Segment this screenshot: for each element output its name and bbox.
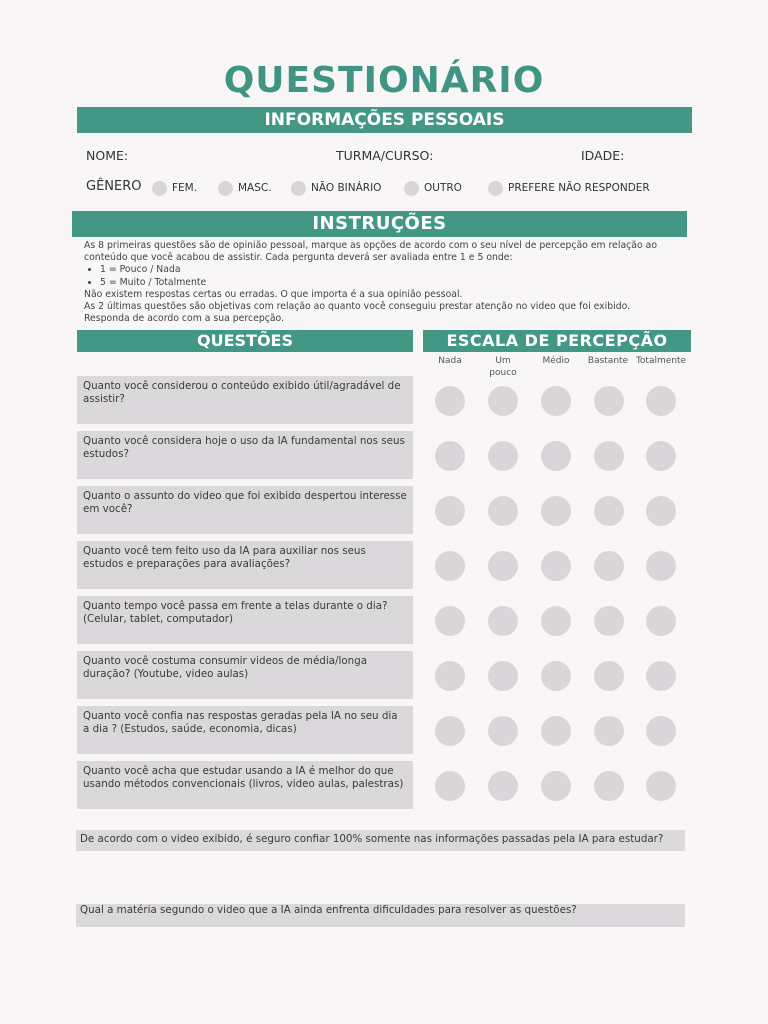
rating-radio[interactable] bbox=[541, 551, 571, 581]
rating-radio[interactable] bbox=[435, 386, 465, 416]
rating-radio[interactable] bbox=[541, 496, 571, 526]
rating-radio[interactable] bbox=[594, 441, 624, 471]
rating-radio[interactable] bbox=[488, 716, 518, 746]
scale-label-medio: Médio bbox=[542, 356, 570, 366]
question-box bbox=[77, 541, 413, 589]
question-box bbox=[77, 431, 413, 479]
scale-header: ESCALA DE PERCEPÇÃO bbox=[423, 330, 691, 352]
question-text: Quanto você considera hoje o uso da IA fundamental nos seus estudos? bbox=[83, 435, 405, 460]
open-question-text: De acordo com o video exibido, é seguro confiar 100% somente nas informações passadas pela IA para estudar? bbox=[80, 833, 664, 845]
radio-button[interactable] bbox=[291, 181, 306, 196]
rating-radio[interactable] bbox=[435, 771, 465, 801]
open-question-box[interactable] bbox=[76, 904, 685, 927]
rating-radio[interactable] bbox=[488, 551, 518, 581]
rating-radio[interactable] bbox=[594, 386, 624, 416]
question-text: Quanto você costuma consumir videos de média/longa duração? (Youtube, video aulas) bbox=[83, 655, 367, 680]
gender-label: GÊNERO bbox=[86, 179, 142, 194]
rating-radio[interactable] bbox=[541, 771, 571, 801]
gender-option-label: MASC. bbox=[238, 182, 272, 194]
personal-info-header: INFORMAÇÕES PESSOAIS bbox=[77, 107, 692, 133]
radio-button[interactable] bbox=[218, 181, 233, 196]
gender-option-label: NÃO BINÁRIO bbox=[311, 182, 382, 194]
rating-radio[interactable] bbox=[541, 386, 571, 416]
gender-option-masc[interactable] bbox=[218, 181, 272, 195]
rating-radio[interactable] bbox=[646, 606, 676, 636]
instructions-line: As 2 últimas questões são objetivas com relação ao quanto você conseguiu prestar atenção no video que foi exibido. bbox=[84, 301, 631, 313]
question-box bbox=[77, 761, 413, 809]
gender-option-fem[interactable] bbox=[152, 181, 197, 195]
rating-radio[interactable] bbox=[488, 661, 518, 691]
rating-radio[interactable] bbox=[541, 606, 571, 636]
rating-radio[interactable] bbox=[541, 716, 571, 746]
rating-radio[interactable] bbox=[435, 661, 465, 691]
question-box bbox=[77, 706, 413, 754]
gender-option-other[interactable] bbox=[404, 181, 462, 195]
rating-radio[interactable] bbox=[594, 551, 624, 581]
scale-label-nada: Nada bbox=[438, 356, 462, 366]
instructions-intro: As 8 primeiras questões são de opinião pessoal, marque as opções de acordo com o seu nível de percepção em relação ao conteúdo que você acabou de assistir. Cada pergunta deverá ser avaliada entre 1 e 5 onde: bbox=[84, 240, 658, 264]
question-text: Quanto você confia nas respostas geradas pela IA no seu dia a dia ? (Estudos, saúde, economia, dicas) bbox=[83, 710, 398, 735]
rating-radio[interactable] bbox=[646, 661, 676, 691]
rating-radio[interactable] bbox=[646, 551, 676, 581]
gender-option-label: PREFERE NÃO RESPONDER bbox=[508, 182, 650, 194]
rating-radio[interactable] bbox=[541, 661, 571, 691]
rating-radio[interactable] bbox=[435, 441, 465, 471]
rating-radio[interactable] bbox=[488, 771, 518, 801]
instructions-line: Responda de acordo com a sua percepção. bbox=[84, 313, 285, 325]
rating-radio[interactable] bbox=[594, 716, 624, 746]
gender-option-label: FEM. bbox=[172, 182, 198, 194]
class-field-label: TURMA/CURSO: bbox=[336, 148, 434, 163]
page-title: QUESTIONÁRIO bbox=[223, 60, 545, 101]
rating-radio[interactable] bbox=[435, 496, 465, 526]
rating-radio[interactable] bbox=[541, 441, 571, 471]
scale-label-um-pouco: Um pouco bbox=[489, 356, 517, 378]
scale-bullet-low: • 1 = Pouco / Nada bbox=[100, 264, 694, 276]
instructions-header: INSTRUÇÕES bbox=[72, 211, 687, 237]
question-text: Quanto você tem feito uso da IA para auxiliar nos seus estudos e preparações para avaliações? bbox=[83, 545, 366, 570]
question-text: Quanto você considerou o conteúdo exibido útil/agradável de assistir? bbox=[83, 380, 401, 405]
rating-radio[interactable] bbox=[646, 716, 676, 746]
rating-radio[interactable] bbox=[435, 606, 465, 636]
gender-option-non-binary[interactable] bbox=[291, 181, 381, 195]
question-box bbox=[77, 486, 413, 534]
name-field-label: NOME: bbox=[86, 148, 129, 163]
instructions-line: Não existem respostas certas ou erradas. O que importa é a sua opinião pessoal. bbox=[84, 288, 463, 300]
rating-radio[interactable] bbox=[435, 716, 465, 746]
question-box bbox=[77, 596, 413, 644]
scale-bullet-high: • 5 = Muito / Totalmente bbox=[100, 277, 694, 289]
rating-radio[interactable] bbox=[594, 771, 624, 801]
question-box bbox=[77, 651, 413, 699]
rating-radio[interactable] bbox=[646, 771, 676, 801]
question-text: Quanto você acha que estudar usando a IA é melhor do que usando métodos convencionais (livros, video aulas, palestras) bbox=[83, 765, 404, 790]
scale-label-totalmente: Totalmente bbox=[635, 356, 687, 366]
rating-radio[interactable] bbox=[488, 606, 518, 636]
gender-option-no-answer[interactable] bbox=[488, 181, 650, 195]
rating-radio[interactable] bbox=[646, 441, 676, 471]
rating-radio[interactable] bbox=[646, 496, 676, 526]
rating-radio[interactable] bbox=[646, 386, 676, 416]
open-question-box[interactable] bbox=[76, 830, 685, 851]
rating-radio[interactable] bbox=[488, 496, 518, 526]
radio-button[interactable] bbox=[404, 181, 419, 196]
question-text: Quanto o assunto do video que foi exibido despertou interesse em você? bbox=[83, 490, 407, 515]
rating-radio[interactable] bbox=[488, 441, 518, 471]
gender-option-label: OUTRO bbox=[424, 182, 462, 194]
rating-radio[interactable] bbox=[435, 551, 465, 581]
question-text: Quanto tempo você passa em frente a telas durante o dia? (Celular, tablet, computador) bbox=[83, 600, 388, 625]
scale-label-bastante: Bastante bbox=[587, 356, 629, 366]
open-question-text: Qual a matéria segundo o video que a IA ainda enfrenta dificuldades para resolver as questões? bbox=[80, 904, 577, 916]
rating-radio[interactable] bbox=[594, 496, 624, 526]
rating-radio[interactable] bbox=[488, 386, 518, 416]
rating-radio[interactable] bbox=[594, 606, 624, 636]
instructions-text bbox=[84, 240, 694, 325]
radio-button[interactable] bbox=[488, 181, 503, 196]
questions-header: QUESTÕES bbox=[77, 330, 413, 352]
radio-button[interactable] bbox=[152, 181, 167, 196]
rating-radio[interactable] bbox=[594, 661, 624, 691]
instructions-scale-list bbox=[100, 264, 694, 288]
question-box bbox=[77, 376, 413, 424]
age-field-label: IDADE: bbox=[581, 148, 625, 163]
